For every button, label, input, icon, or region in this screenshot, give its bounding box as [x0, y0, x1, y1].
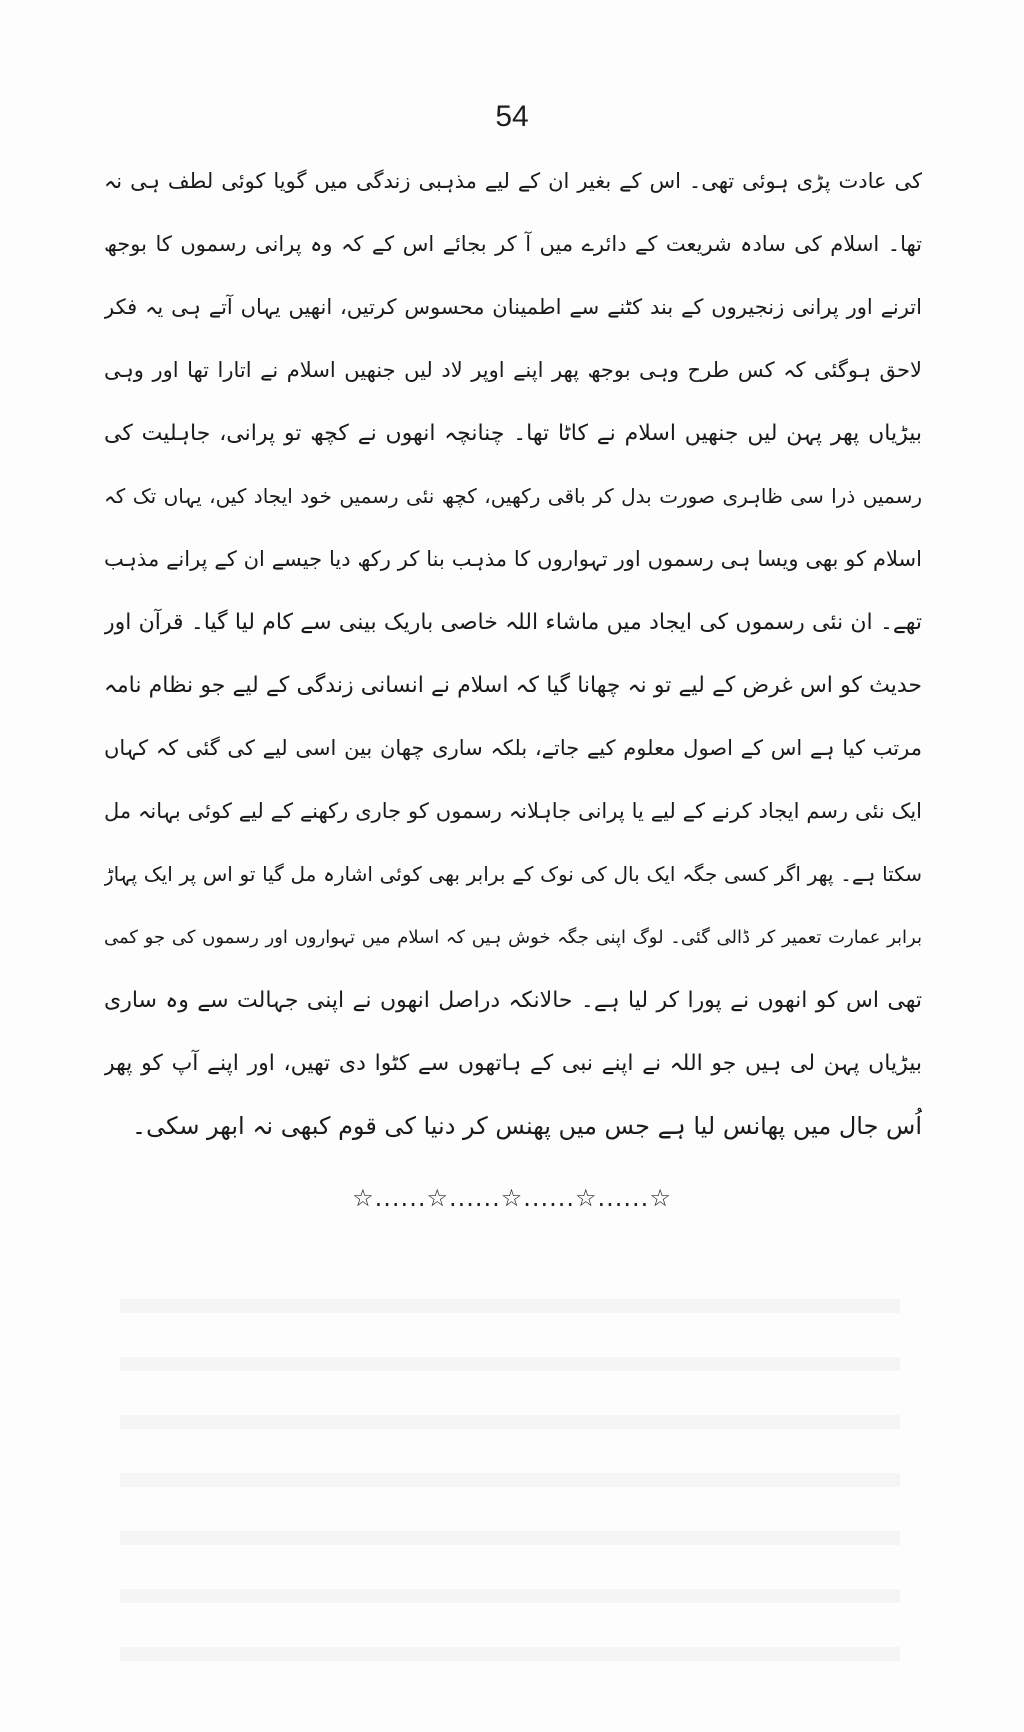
star-divider: ☆......☆......☆......☆......☆: [352, 1184, 672, 1212]
text-line: برابر عمارت تعمیر کر ڈالی گئی۔ لوگ اپنی جگہ خوش ہیں کہ اسلام میں تہواروں اور رسموں کی جو کمی: [104, 927, 922, 948]
text-line: کی عادت پڑی ہوئی تھی۔ اس کے بغیر ان کے لیے مذہبی زندگی میں گویا کوئی لطف ہی نہ: [104, 169, 922, 193]
text-line: اسلام کو بھی ویسا ہی رسموں اور تہواروں کا مذہب بنا کر رکھ دیا جیسے ان کے پرانے مذہب: [104, 547, 922, 571]
page-number: 54: [495, 100, 529, 133]
urdu-paragraph: [104, 150, 922, 1158]
text-line: بیڑیاں پہن لی ہیں جو اللہ نے اپنے نبی کے ہاتھوں سے کٹوا دی تھیں، اور اپنے آپ کو پھر: [104, 1051, 922, 1076]
text-line: حدیث کو اس غرض کے لیے تو نہ چھانا گیا کہ اسلام نے انسانی زندگی کے لیے جو نظام نامہ: [104, 673, 922, 698]
text-line: مرتب کیا ہے اس کے اصول معلوم کیے جاتے، بلکہ ساری چھان بین اسی لیے کی گئی کہ کہاں: [104, 736, 922, 760]
text-line: تھی اس کو انھوں نے پورا کر لیا ہے۔ حالانکہ دراصل انھوں نے اپنی جہالت سے وہ ساری: [104, 988, 922, 1013]
text-line: سکتا ہے۔ پھر اگر کسی جگہ ایک بال کی نوک کے برابر بھی کوئی اشارہ مل گیا تو اس پر ایک پہاڑ: [104, 862, 922, 886]
text-line: ایک نئی رسم ایجاد کرنے کے لیے یا پرانی جاہلانہ رسموں کو جاری رکھنے کے لیے کوئی بہانہ مل: [104, 799, 922, 823]
text-line: لاحق ہوگئی کہ کس طرح وہی بوجھ پھر اپنے اوپر لاد لیں جنھیں اسلام نے اتارا تھا اور وہی: [104, 358, 922, 382]
text-line: تھے۔ ان نئی رسموں کی ایجاد میں ماشاء اللہ خاصی باریک بینی سے کام لیا گیا۔ قرآن اور: [104, 610, 922, 635]
text-line: رسمیں ذرا سی ظاہری صورت بدل کر باقی رکھیں، کچھ نئی رسمیں خود ایجاد کیں، یہاں تک کہ: [104, 484, 922, 508]
text-line: اُس جال میں پھانس لیا ہے جس میں پھنس کر دنیا کی قوم کبھی نہ ابھر سکی۔: [132, 1112, 922, 1140]
bleed-through-shadow: [120, 1255, 900, 1675]
text-line: بیڑیاں پھر پہن لیں جنھیں اسلام نے کاٹا تھا۔ چنانچہ انھوں نے کچھ تو پرانی، جاہلیت کی: [104, 421, 922, 446]
text-line: اترنے اور پرانی زنجیروں کے بند کٹنے سے اطمینان محسوس کرتیں، انھیں یہاں آتے ہی یہ فکر: [104, 295, 922, 319]
text-line: تھا۔ اسلام کی سادہ شریعت کے دائرے میں آ کر بجائے اس کے کہ وہ پرانی رسموں کا بوجھ: [104, 232, 922, 256]
